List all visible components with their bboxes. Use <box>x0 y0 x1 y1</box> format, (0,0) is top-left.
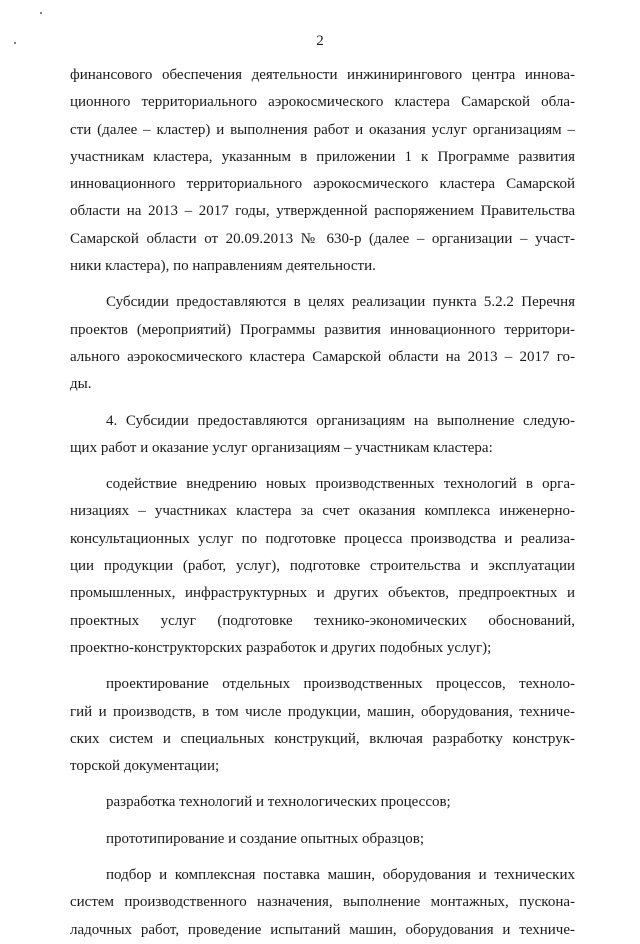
paragraph-p7 <box>70 826 575 853</box>
paragraph-p6 <box>70 789 575 816</box>
paragraph-gap <box>70 462 575 471</box>
text-line: прототипирование и создание опытных образцов; <box>106 830 424 847</box>
text-line: Субсидии предоставляются в целях реализации пункта 5.2.2 Перечня <box>106 294 575 311</box>
paragraph-p2 <box>70 289 575 398</box>
paragraph-gap <box>70 780 575 789</box>
paragraph-p5 <box>70 671 575 780</box>
text-line: щих работ и оказание услуг организациям – участникам кластера: <box>70 439 493 456</box>
page-number: 2 <box>316 33 324 49</box>
text-line: 4. Субсидии предоставляются организациям на выполнение следую- <box>106 412 575 429</box>
text-line: ских систем и специальных конструкций, включая разработку конструк- <box>70 730 575 747</box>
text-line: консультационных услуг по подготовке процесса производства и реализа- <box>70 530 575 547</box>
text-line: участникам кластера, указанным в приложении 1 к Программе развития <box>70 148 575 165</box>
paragraph-gap <box>70 817 575 826</box>
text-line: ды. <box>70 376 92 393</box>
text-line: проектирование отдельных производственных процессов, техноло- <box>106 676 575 693</box>
text-line: проектов (мероприятий) Программы развития инновационного территори- <box>70 321 575 338</box>
paragraph-gap <box>70 280 575 289</box>
text-line: промышленных, инфраструктурных и других объектов, предпроектных и <box>70 585 575 602</box>
paragraph-p8 <box>70 862 575 944</box>
text-line: ладочных работ, проведение испытаний машин, оборудования и техниче- <box>70 921 575 938</box>
text-line: низациях – участниках кластера за счет оказания комплекса инженерно- <box>70 503 575 520</box>
text-line: ники кластера), по направлениям деятельности. <box>70 258 376 275</box>
paragraph-gap <box>70 399 575 408</box>
scan-speck <box>40 12 42 14</box>
text-line: содействие внедрению новых производственных технологий в орга- <box>106 476 575 493</box>
text-line: финансового обеспечения деятельности инжинирингового центра иннова- <box>70 67 575 83</box>
paragraph-gap <box>70 853 575 862</box>
text-line: Самарской области от 20.09.2013 № 630-р (далее – организации – участ- <box>70 230 575 247</box>
text-line: проектно-конструкторских разработок и других подобных услуг); <box>70 639 492 656</box>
text-line: проектных услуг (подготовке технико-экономических обоснований, <box>70 612 575 629</box>
document-body <box>70 62 575 944</box>
text-line: инновационного территориального аэрокосмического кластера Самарской <box>70 176 575 193</box>
text-line: гий и производств, в том числе продукции, машин, оборудования, техниче- <box>70 703 575 720</box>
text-line: сти (далее – кластер) и выполнения работ и оказания услуг организациям – <box>70 121 575 138</box>
text-line: ционного территориального аэрокосмического кластера Самарской обла- <box>70 94 575 111</box>
paragraph-p3 <box>70 408 575 463</box>
paragraph-p4 <box>70 471 575 662</box>
text-line: подбор и комплексная поставка машин, оборудования и технических <box>106 867 575 884</box>
paragraph-gap <box>70 662 575 671</box>
paragraph-p1 <box>70 62 575 280</box>
text-line: ции продукции (работ, услуг), подготовке строительства и эксплуатации <box>70 558 575 575</box>
text-line: торской документации; <box>70 758 220 775</box>
text-line: разработка технологий и технологических процессов; <box>106 794 451 811</box>
text-line: ального аэрокосмического кластера Самарской области на 2013 – 2017 го- <box>70 348 575 365</box>
text-line: области на 2013 – 2017 годы, утвержденной распоряжением Правительства <box>70 203 575 220</box>
text-line: систем производственного назначения, выполнение монтажных, пускона- <box>70 894 575 911</box>
